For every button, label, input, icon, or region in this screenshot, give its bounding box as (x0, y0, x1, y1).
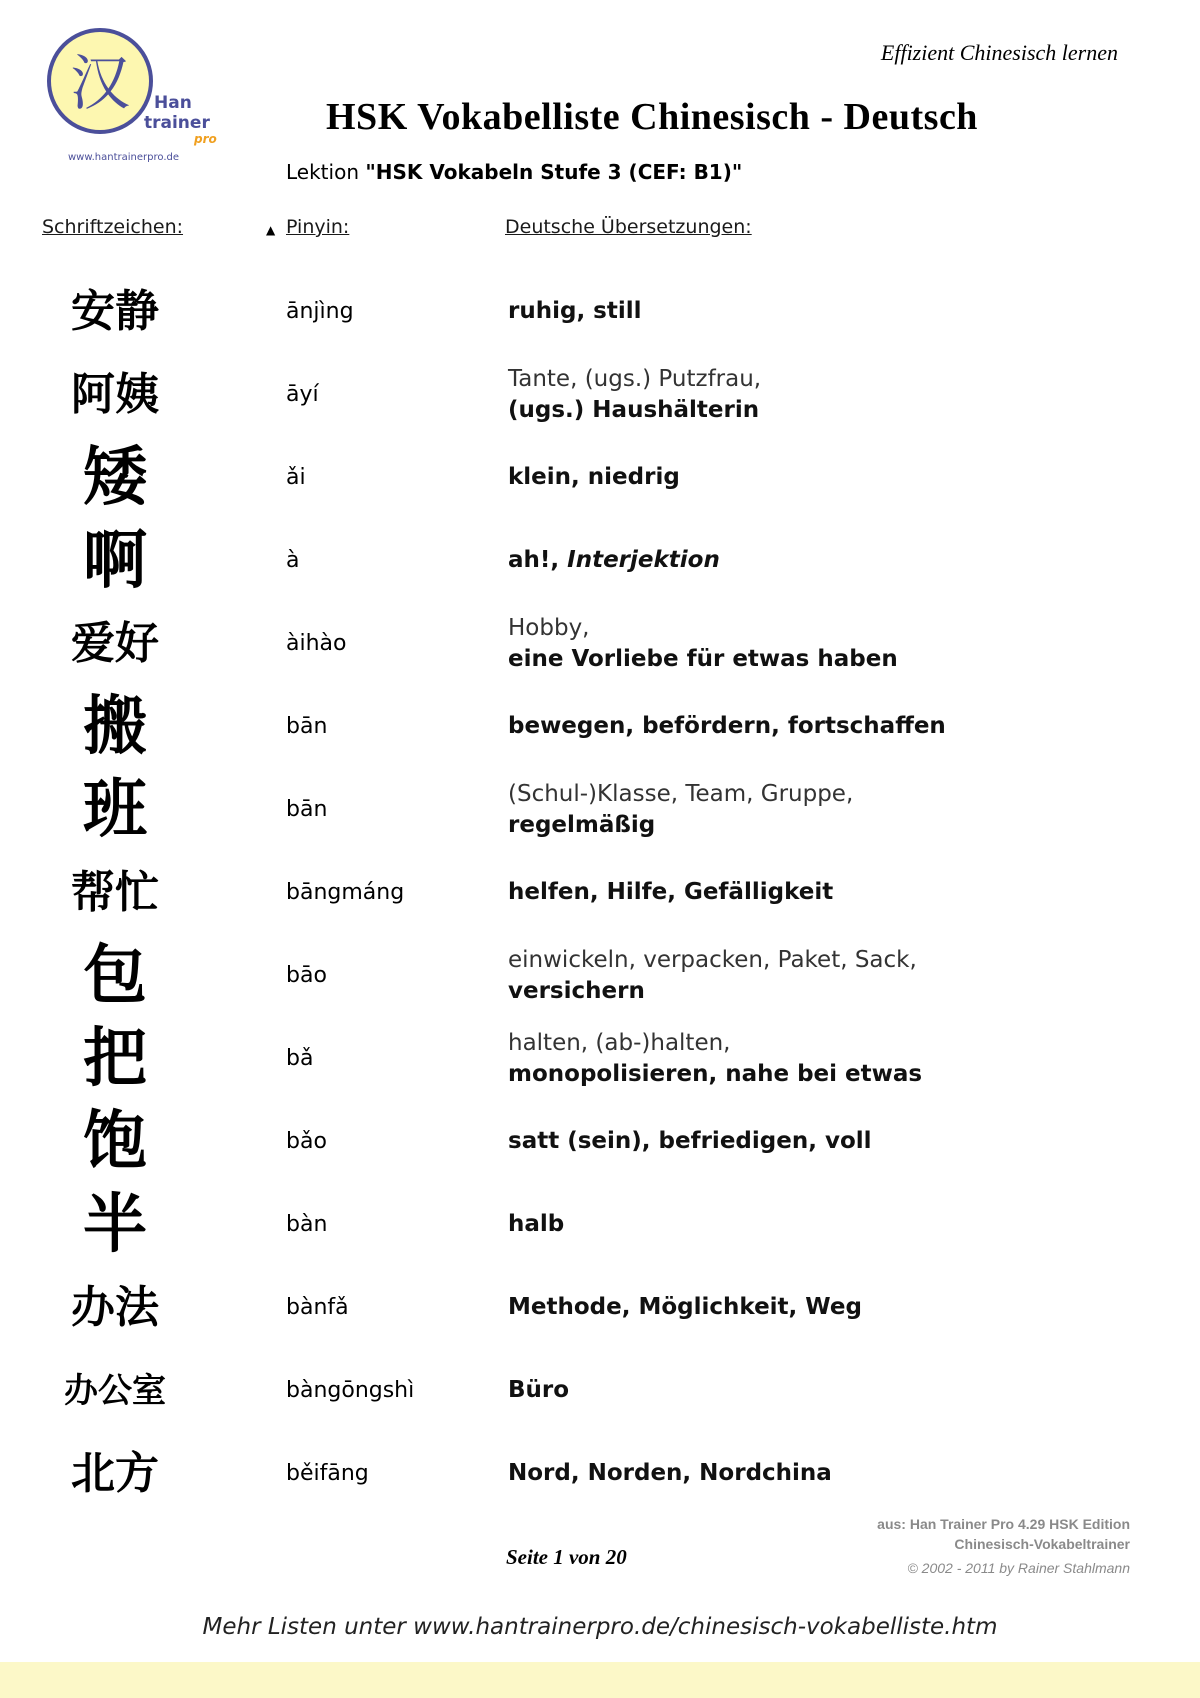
translation-text (508, 1126, 872, 1157)
pinyin-cell: àihào (286, 631, 347, 656)
hanzi-cell: 帮忙 (71, 866, 159, 918)
hanzi-cell: 班 (83, 771, 147, 847)
translation-line-2: versichern (508, 977, 645, 1004)
hanzi-cell: 半 (83, 1186, 147, 1262)
logo-word-trainer: trainer (144, 113, 210, 133)
vocab-row (0, 270, 1200, 353)
hanzi-cell: 阿姨 (71, 368, 159, 420)
translation-text (508, 1458, 832, 1489)
hanzi-cell: 爱好 (71, 617, 159, 669)
translation-cell (508, 1432, 832, 1515)
translation-cell (508, 1266, 862, 1349)
vocab-row (0, 685, 1200, 768)
hanzi-cell: 包 (83, 937, 147, 1013)
hanzi-cell: 北方 (71, 1447, 159, 1499)
hanzi-cell: 搬 (83, 688, 147, 764)
footer-link[interactable]: Mehr Listen unter www.hantrainerpro.de/chinesisch-vokabelliste.htm (202, 1614, 998, 1640)
translation-cell (508, 353, 761, 436)
pinyin-cell: bān (286, 714, 328, 739)
vocab-row (0, 1100, 1200, 1183)
pinyin-cell: bànfǎ (286, 1295, 349, 1320)
hanzi-cell: 安静 (71, 285, 159, 337)
pinyin-cell: bǎ (286, 1046, 314, 1071)
translation-cell (508, 934, 917, 1017)
vocab-row (0, 436, 1200, 519)
translation-cell (508, 1017, 922, 1100)
translation-main: Nord, Norden, Nordchina (508, 1460, 832, 1486)
translation-cell (508, 1349, 569, 1432)
vocab-row (0, 1432, 1200, 1515)
hanzi-cell: 办法 (71, 1281, 159, 1333)
pinyin-cell: bǎo (286, 1129, 327, 1154)
translation-cell (508, 1100, 872, 1183)
translation-text (508, 877, 833, 908)
vocab-row (0, 353, 1200, 436)
translation-main: Büro (508, 1377, 570, 1403)
pinyin-cell: āyí (286, 382, 319, 407)
logo-word-pro: pro (194, 132, 217, 146)
translation-main: helfen, Hilfe, Gefälligkeit (508, 879, 834, 905)
credit-block (877, 1514, 1130, 1578)
vocabulary-list (0, 270, 1200, 1515)
translation-text (508, 711, 946, 742)
vocab-row (0, 768, 1200, 851)
vocab-row (0, 934, 1200, 1017)
translation-line-2: regelmäßig (508, 811, 656, 838)
hantrainer-logo[interactable] (46, 26, 221, 171)
page-title: HSK Vokabelliste Chinesisch - Deutsch (326, 96, 978, 138)
hanzi-cell: 矮 (83, 439, 147, 515)
pinyin-cell: ǎi (286, 465, 306, 490)
hanzi-cell: 饱 (83, 1103, 147, 1179)
column-header-pinyin[interactable]: Pinyin: (286, 216, 350, 238)
translation-line-1: einwickeln, verpacken, Paket, Sack, (508, 946, 917, 973)
translation-main: ah!, (508, 547, 560, 573)
tagline: Effizient Chinesisch lernen (880, 40, 1118, 65)
translation-text (508, 1209, 564, 1240)
translation-text (508, 296, 642, 327)
translation-line-1: (Schul-)Klasse, Team, Gruppe, (508, 780, 854, 807)
translation-line-2: (ugs.) Haushälterin (508, 396, 760, 423)
pinyin-cell: bāngmáng (286, 880, 405, 905)
translation-text (508, 462, 680, 493)
pinyin-cell: bāo (286, 963, 327, 988)
translation-main: bewegen, befördern, fortschaffen (508, 713, 946, 739)
hanzi-cell: 啊 (83, 522, 147, 598)
translation-cell (508, 436, 680, 519)
translation-main: klein, niedrig (508, 464, 680, 490)
vocab-row (0, 1183, 1200, 1266)
logo-glyph: 汉 (70, 49, 130, 119)
vocab-row (0, 602, 1200, 685)
hanzi-cell: 把 (83, 1020, 147, 1096)
translation-line-1: halten, (ab-)halten, (508, 1029, 731, 1056)
vocab-row (0, 1017, 1200, 1100)
lesson-name: "HSK Vokabeln Stufe 3 (CEF: B1)" (365, 160, 743, 184)
page-number: Seite 1 von 20 (506, 1545, 627, 1569)
translation-main: Methode, Möglichkeit, Weg (508, 1294, 862, 1320)
translation-text (508, 1375, 569, 1406)
credit-line-app: aus: Han Trainer Pro 4.29 HSK Edition (877, 1516, 1130, 1532)
logo-graphic (46, 26, 221, 171)
translation-cell (508, 519, 720, 602)
column-header-translation[interactable]: Deutsche Übersetzungen: (505, 216, 752, 238)
translation-cell (508, 768, 853, 851)
translation-cell (508, 270, 642, 353)
translation-cell (508, 1183, 564, 1266)
hanzi-cell: 办公室 (64, 1370, 166, 1411)
vocab-row (0, 1349, 1200, 1432)
pinyin-cell: běifāng (286, 1461, 369, 1486)
column-header-characters[interactable]: Schriftzeichen: (42, 216, 184, 238)
pinyin-cell: bàngōngshì (286, 1378, 415, 1403)
logo-word-han: Han (154, 93, 192, 113)
credit-line-subtitle: Chinesisch-Vokabeltrainer (954, 1536, 1130, 1552)
translation-text (508, 1292, 862, 1323)
vocab-row (0, 519, 1200, 602)
translation-line-1: Tante, (ugs.) Putzfrau, (508, 365, 762, 392)
lesson-label (286, 160, 742, 184)
logo-url: www.hantrainerpro.de (68, 152, 180, 163)
vocab-row (0, 851, 1200, 934)
pinyin-cell: bān (286, 797, 328, 822)
translation-cell (508, 685, 946, 768)
translation-line-1: Hobby, (508, 614, 590, 641)
translation-note: Interjektion (567, 547, 720, 573)
bottom-band (0, 1662, 1200, 1698)
translation-line-2: monopolisieren, nahe bei etwas (508, 1060, 923, 1087)
translation-main: halb (508, 1211, 565, 1237)
translation-main: ruhig, still (508, 298, 642, 324)
pinyin-cell: ānjìng (286, 299, 354, 324)
translation-main: satt (sein), befriedigen, voll (508, 1128, 872, 1154)
translation-cell (508, 851, 833, 934)
vocab-row (0, 1266, 1200, 1349)
translation-line-2: eine Vorliebe für etwas haben (508, 645, 898, 672)
copyright: © 2002 - 2011 by Rainer Stahlmann (907, 1560, 1130, 1576)
translation-cell (508, 602, 898, 685)
pinyin-cell: à (286, 548, 300, 573)
translation-text (508, 545, 720, 576)
pinyin-cell: bàn (286, 1212, 328, 1237)
sort-ascending-icon[interactable]: ▲ (266, 223, 276, 237)
lesson-prefix: Lektion (286, 160, 359, 184)
